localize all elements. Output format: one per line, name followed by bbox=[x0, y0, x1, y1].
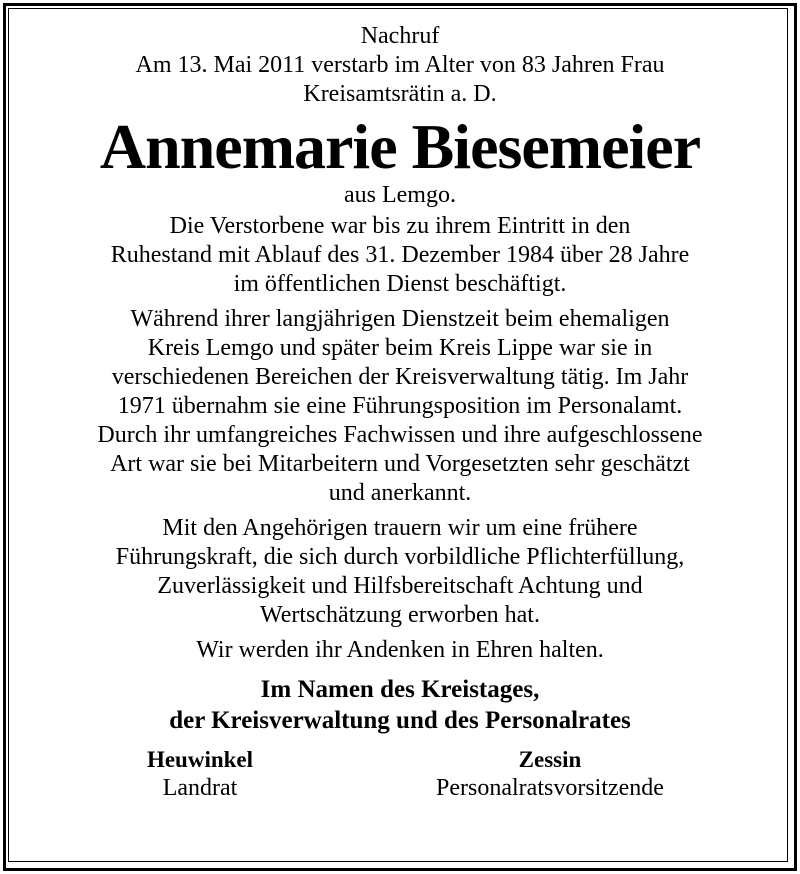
signatory-name: Zessin bbox=[518, 747, 582, 772]
paragraph-line: Wertschätzung erworben hat. bbox=[260, 602, 540, 628]
paragraph-line: Während ihrer langjährigen Dienstzeit beim ehemaligen bbox=[130, 306, 670, 332]
paragraph-line: 1971 übernahm sie eine Führungsposition im Personalamt. bbox=[117, 393, 683, 419]
paragraph-remembrance bbox=[14, 636, 786, 665]
paragraph-line: verschiedenen Bereichen der Kreisverwaltung tätig. Im Jahr bbox=[111, 364, 689, 390]
paragraph-line: im öffentlichen Dienst beschäftigt. bbox=[233, 271, 567, 297]
paragraph-line: Führungskraft, die sich durch vorbildliche Pflichterfüllung, bbox=[115, 544, 685, 570]
paragraph-line: Mit den Angehörigen trauern wir um eine frühere bbox=[162, 515, 638, 541]
paragraph-line: Wir werden ihr Andenken in Ehren halten. bbox=[196, 637, 604, 663]
paragraph-mourning bbox=[14, 514, 786, 630]
signatory-name: Heuwinkel bbox=[146, 747, 254, 772]
header-block bbox=[14, 22, 786, 210]
closing-line-2: der Kreisverwaltung und des Personalrates bbox=[169, 707, 631, 734]
deceased-name: Annemarie Biesemeier bbox=[99, 111, 701, 182]
kicker: Nachruf bbox=[360, 23, 440, 49]
origin-line: aus Lemgo. bbox=[344, 182, 456, 208]
signatory-role: Personalratsvorsitzende bbox=[436, 775, 664, 801]
paragraph-career-details bbox=[14, 305, 786, 508]
closing-line-1: Im Namen des Kreistages, bbox=[260, 676, 540, 703]
signatory-role: Landrat bbox=[162, 775, 238, 801]
signatory-right bbox=[410, 746, 690, 802]
rank-title: Kreisamtsrätin a. D. bbox=[303, 81, 497, 107]
paragraph-career-start bbox=[14, 212, 786, 299]
paragraph-line: Die Verstorbene war bis zu ihrem Eintritt in den bbox=[169, 213, 631, 239]
paragraph-line: Art war sie bei Mitarbeitern und Vorgesetzten sehr geschätzt bbox=[110, 451, 690, 477]
closing-block bbox=[14, 674, 786, 736]
paragraph-line: und anerkannt. bbox=[328, 480, 472, 506]
obituary-notice bbox=[14, 22, 786, 806]
signatures bbox=[14, 746, 786, 806]
paragraph-line: Ruhestand mit Ablauf des 31. Dezember 1984 über 28 Jahre bbox=[110, 242, 690, 268]
signatory-left bbox=[110, 746, 290, 802]
intro-line: Am 13. Mai 2011 verstarb im Alter von 83 Jahren Frau bbox=[135, 52, 665, 78]
paragraph-line: Kreis Lemgo und später beim Kreis Lippe war sie in bbox=[147, 335, 653, 361]
paragraph-line: Zuverlässigkeit und Hilfsbereitschaft Achtung und bbox=[157, 573, 643, 599]
paragraph-line: Durch ihr umfangreiches Fachwissen und ihre aufgeschlossene bbox=[97, 422, 703, 448]
